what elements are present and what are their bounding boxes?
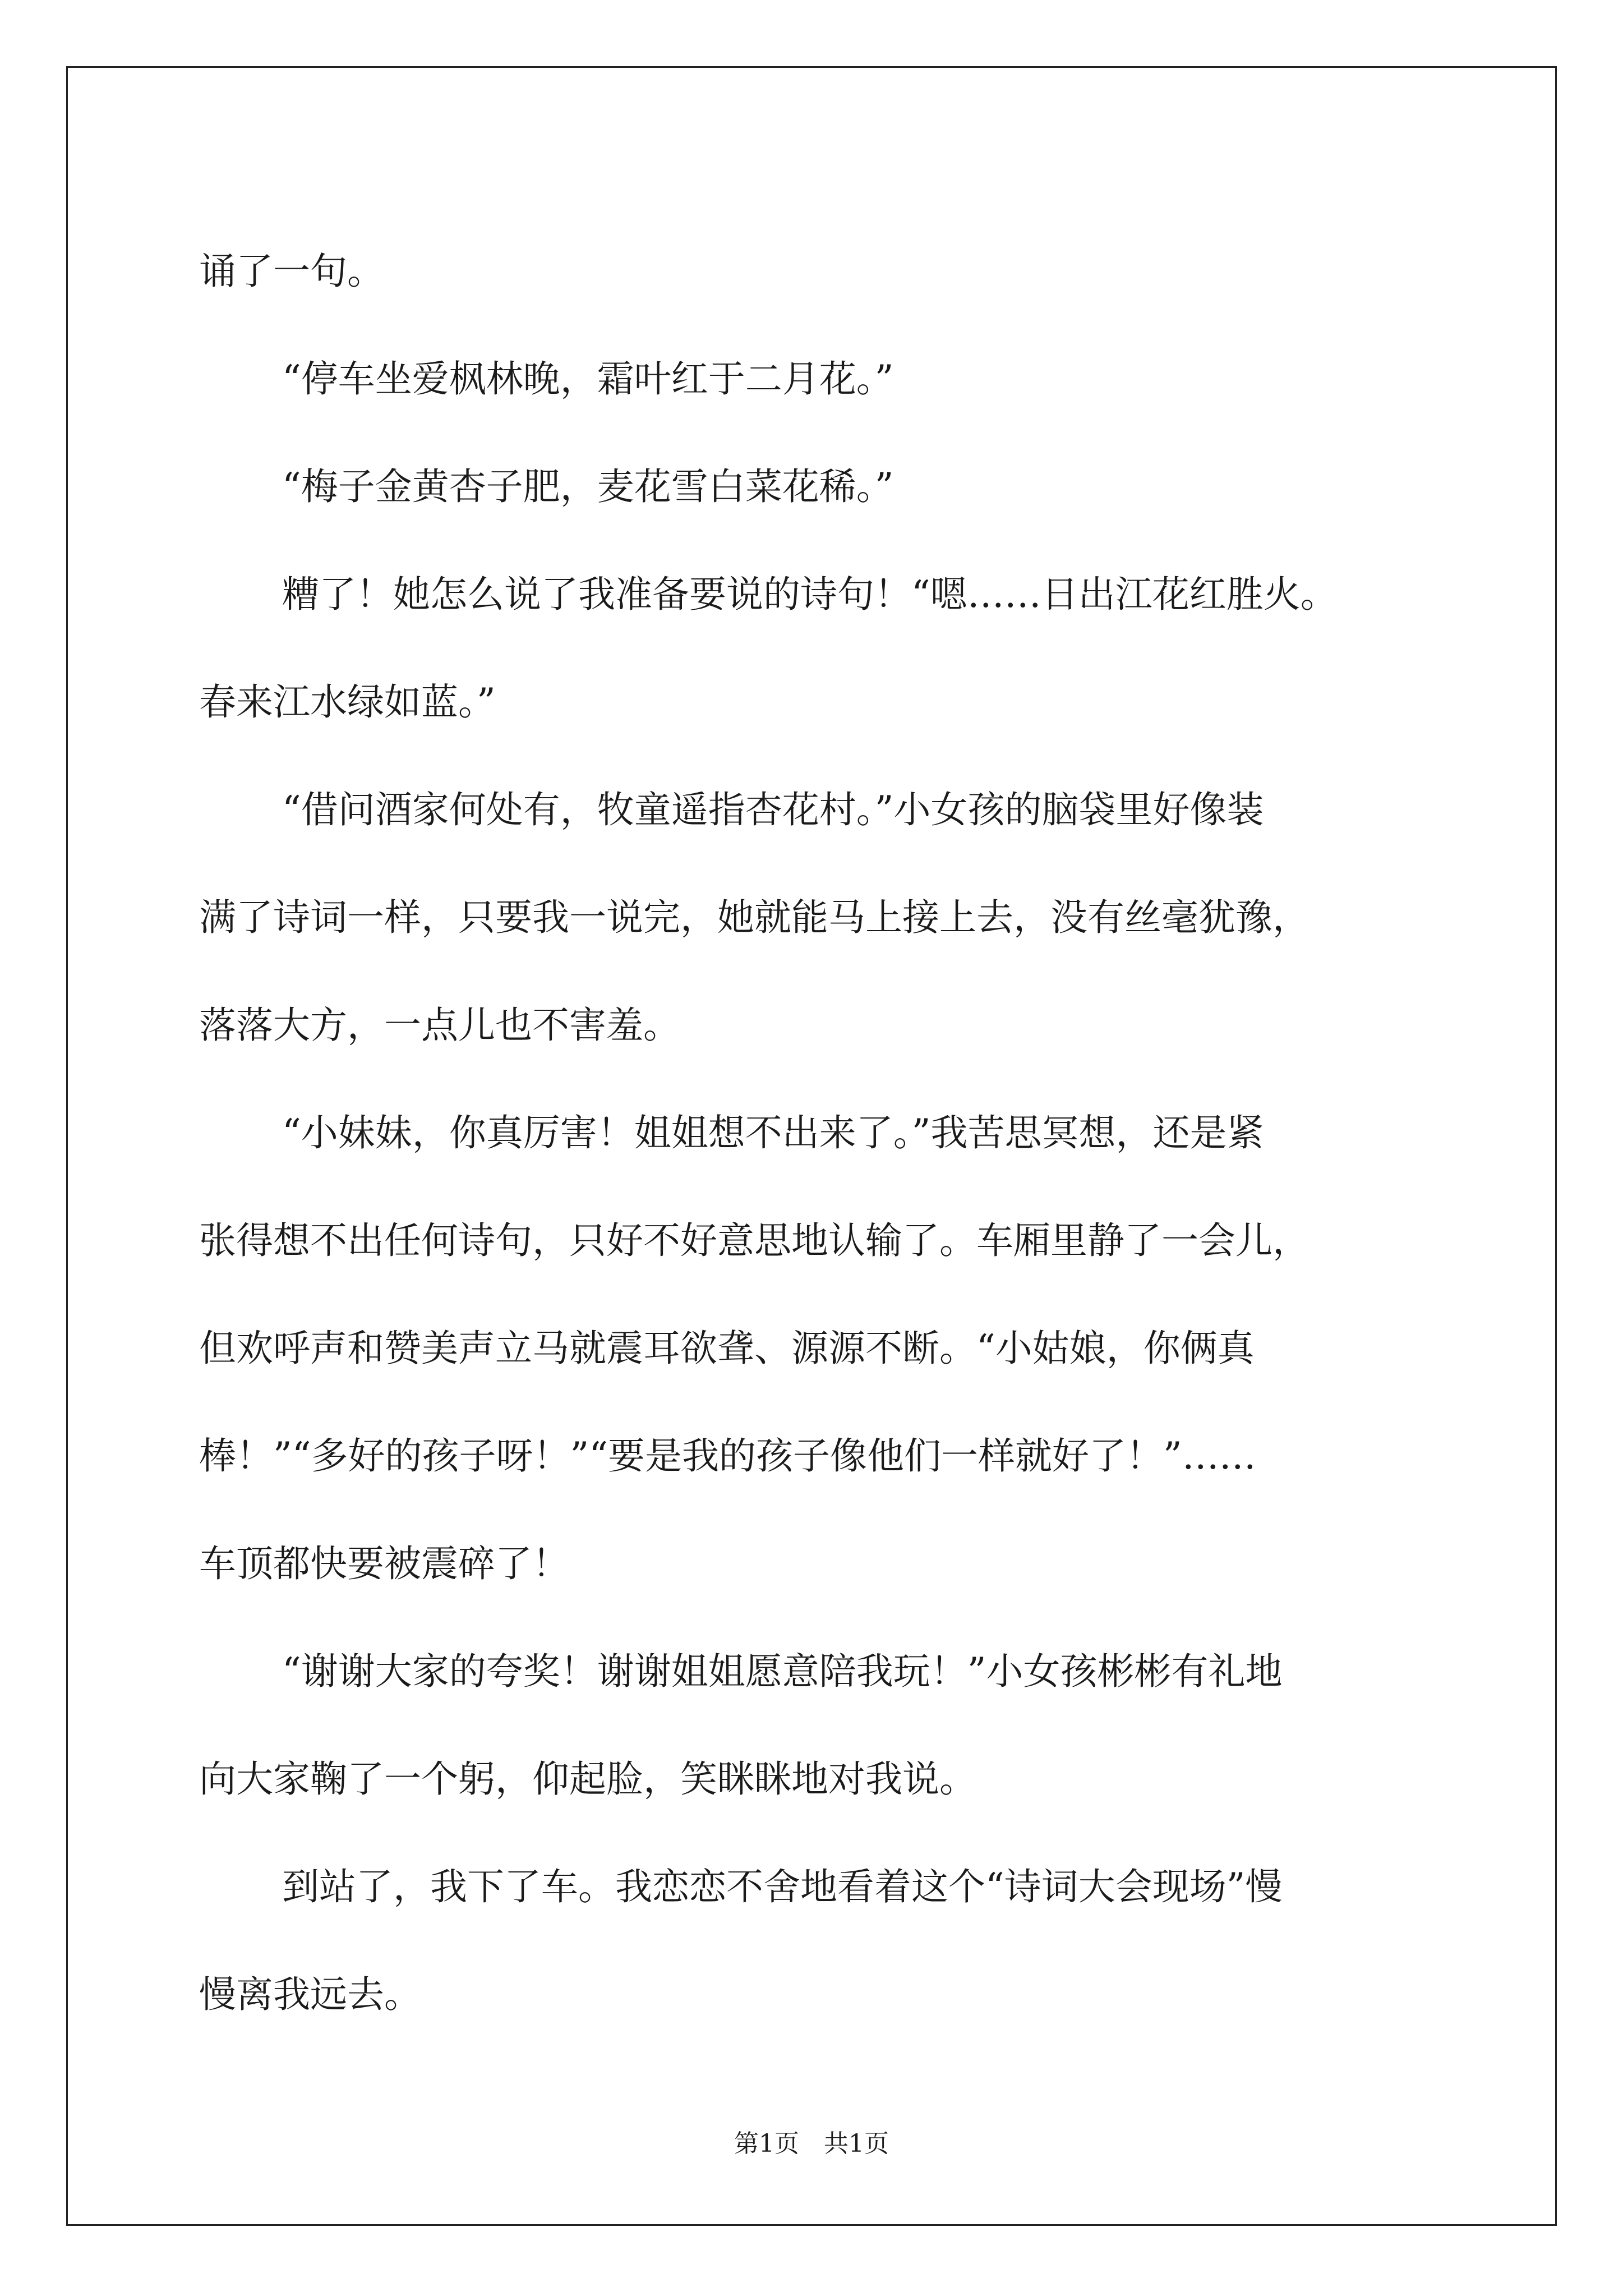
text-line: “停车坐爱枫林晚，霜叶红于二月花。” — [282, 357, 894, 401]
text-line: “梅子金黄杏子肥，麦花雪白菜花稀。” — [282, 465, 894, 508]
text-line: 满了诗词一样，只要我一说完，她就能马上接上去，没有丝毫犹豫， — [199, 896, 1310, 939]
text-line: 向大家鞠了一个躬，仰起脸，笑眯眯地对我说。 — [199, 1757, 976, 1801]
text-line: 车顶都快要被震碎了！ — [199, 1542, 569, 1585]
text-line: 春来江水绿如蓝。” — [199, 680, 496, 724]
text-line: “借问酒家何处有，牧童遥指杏花村。”小女孩的脑袋里好像装 — [282, 788, 1264, 831]
text-line: “谢谢大家的夸奖！谢谢姐姐愿意陪我玩！”小女孩彬彬有礼地 — [282, 1650, 1283, 1693]
text-line: 棒！”“多好的孩子呀！”“要是我的孩子像他们一样就好了！”…… — [199, 1434, 1256, 1478]
text-line: 糟了！她怎么说了我准备要说的诗句！“嗯……日出江花红胜火。 — [282, 573, 1338, 616]
text-line: 落落大方，一点儿也不害羞。 — [199, 1004, 680, 1047]
text-line: 诵了一句。 — [199, 250, 384, 293]
text-line: 慢离我远去。 — [199, 1973, 421, 2016]
text-line: “小妹妹，你真厉害！姐姐想不出来了。”我苦思冥想，还是紧 — [282, 1111, 1264, 1154]
text-line: 但欢呼声和赞美声立马就震耳欲聋、源源不断。“小姑娘，你俩真 — [199, 1327, 1255, 1370]
page-number-footer: 第1页 共1页 — [734, 2129, 889, 2158]
text-line: 张得想不出任何诗句，只好不好意思地认输了。车厢里静了一会儿， — [199, 1219, 1310, 1262]
document-body — [199, 218, 1422, 2049]
text-line: 到站了，我下了车。我恋恋不舍地看着这个“诗词大会现场”慢 — [282, 1865, 1283, 1908]
